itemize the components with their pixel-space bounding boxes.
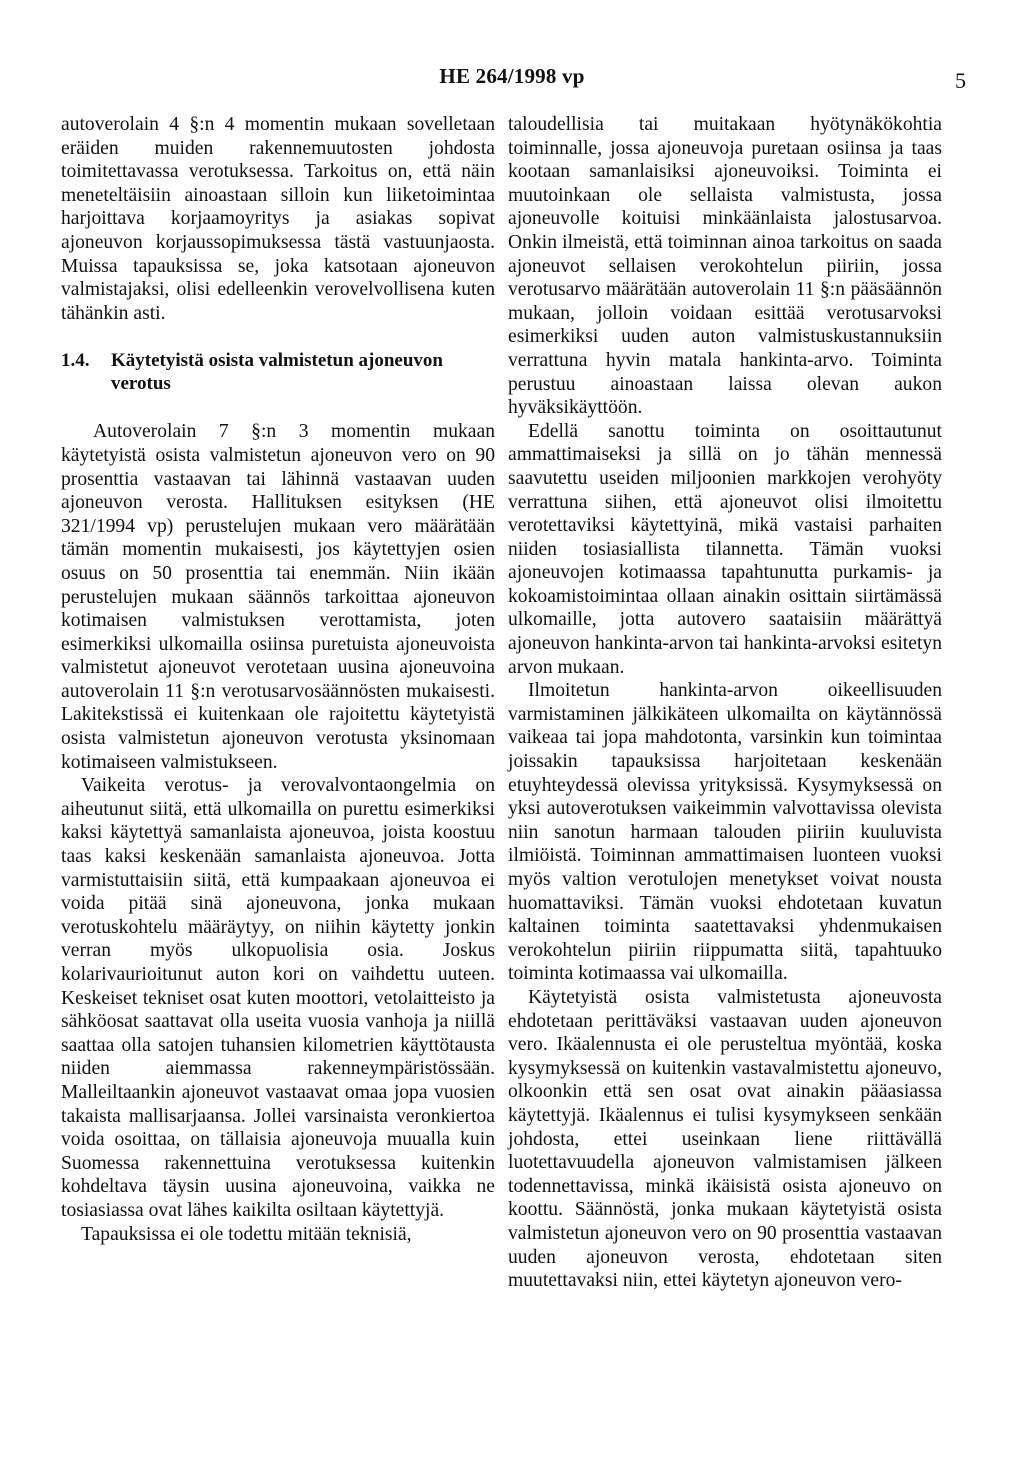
paragraph: Autoverolain 7 §:n 3 momentin mukaan käytetyistä osista valmistetun ajoneuvon vero on 90 prosenttia vastaavan tai lähinnä vastaavan uuden ajoneuvon verosta. Hallituksen esityksen (HE 321/1994 vp) perustelujen mukaan vero määrätään tämän momentin mukaisesti, jos käytettyjen osien osuus on 50 prosenttia tai enemmän. Niin ikään perustelujen mukaan säännös tarkoittaa ajoneuvon kotimaisen valmistuksen verottamista, joten esimerkiksi ulkomailla osiinsa puretuista ajoneuvoista valmistetut ajoneuvot verotetaan uusina ajoneuvoina autoverolain 11 §:n verotusarvosäännösten mukaisesti. Lakitekstissä ei kuitenkaan ole rajoitettu käytetyistä osista valmistetun ajoneuvon verotusta yksinomaan kotimaiseen valmistukseen. bbox=[61, 421, 495, 773]
paragraph: Tapauksissa ei ole todettu mitään teknisiä, bbox=[81, 1223, 412, 1245]
right-column bbox=[508, 113, 942, 1293]
left-column bbox=[61, 113, 495, 1246]
section-heading bbox=[61, 349, 495, 395]
document-identifier: HE 264/1998 vp bbox=[439, 64, 585, 88]
page-number: 5 bbox=[955, 68, 966, 93]
section-number: 1.4. bbox=[61, 350, 90, 372]
paragraph: Edellä sanottu toiminta on osoittautunut ammattimaiseksi ja sillä on jo tähän mennessä saavutettu useiden miljoonien markkojen verohyöty verrattuna siihen, että ajoneuvot olisi ilmoitettu verotettaviksi käytettyinä, mikä vastaisi parhaiten niiden tosiasiallista tilannetta. Tämän vuoksi ajoneuvojen kotimaassa tapahtunutta purkamis- ja kokoamistoimintaa ollaan ainakin osittain siirtämässä ulkomaille, jotta autovero saataisiin määrättyä ajoneuvon hankinta-arvon tai hankinta-arvoksi esitetyn arvon mukaan. bbox=[508, 420, 942, 678]
paragraph: autoverolain 4 §:n 4 momentin mukaan sovelletaan eräiden muiden rakennemuutosten johdosta toimitettavassa verotuksessa. Tarkoitus on, että näin meneteltäisiin ainoastaan silloin kun liiketoimintaa harjoittava korjaamoyritys ja asiakas sopivat ajoneuvon korjaussopimuksessa tästä vastuunjaosta. Muissa tapauksissa se, joka katsotaan ajoneuvon valmistajaksi, olisi edelleenkin verovelvollisena kuten tähänkin asti. bbox=[61, 114, 495, 324]
section-title: Käytetyistä osista valmistetun ajoneuvon verotus bbox=[111, 350, 443, 395]
paragraph: Käytetyistä osista valmistetusta ajoneuvosta ehdotetaan perittäväksi vastaavan uuden ajoneuvon vero. Ikäalennusta ei ole perusteltua myöntää, koska kysymyksessä on kuitenkin vastavalmistettu ajoneuvo, olkoonkin että sen osat ovat ainakin pääasiassa käytettyjä. Ikäalennus ei tulisi kysymykseen senkään johdosta, ettei useinkaan liene riittävällä luotettavuudella ajoneuvon valmistamisen jälkeen todennettavissa, minkä ikäisistä osista ajoneuvo on koottu. Säännöstä, jonka mukaan käytetyistä osista valmistetun ajoneuvon vero on 90 prosenttia vastaavan uuden ajoneuvon verosta, ehdotetaan siten muutettavaksi niin, ettei käytetyn ajoneuvon vero- bbox=[508, 986, 942, 1292]
paragraph: taloudellisia tai muitakaan hyötynäkökohtia toiminnalle, jossa ajoneuvoja puretaan osiinsa ja taas kootaan samanlaisiksi ajoneuvoiksi. Toiminta ei muutoinkaan ole sellaista valmistusta, jossa ajoneuvolle koituisi minkäänlaista jalostusarvoa. Onkin ilmeistä, että toiminnan ainoa tarkoitus on saada ajoneuvot sellaisen verokohtelun piiriin, jossa verotusarvo määrätään autoverolain 11 §:n pääsäännön mukaan, jolloin voidaan esittää verotusarvoksi esimerkiksi uuden auton valmistuskustannuksiin verrattuna hyvin matala hankinta-arvo. Toiminta perustuu ainoastaan laissa olevan aukon hyväksikäyttöön. bbox=[508, 114, 942, 419]
paragraph: Ilmoitetun hankinta-arvon oikeellisuuden varmistaminen jälkikäteen ulkomailta on käytännössä vaikeaa tai jopa mahdotonta, varsinkin kun toimintaa joissakin tapauksissa harjoitetaan keskenään etuyhteydessä olevissa yrityksissä. Kysymyksessä on yksi autoverotuksen vaikeimmin valvottavissa olevista niin sanotun harmaan talouden piiriin kuuluvista ilmiöistä. Toiminnan ammattimaisen luonteen vuoksi myös valtion verotulojen menetykset voivat nousta huomattaviksi. Tämän vuoksi ehdotetaan kuvatun kaltainen toiminta saatettavaksi yhdenmukaisen verokohtelun piiriin riippumatta siitä, tapahtuuko toiminta kotimaassa vai ulkomailla. bbox=[508, 680, 942, 985]
running-header bbox=[0, 64, 1024, 94]
paragraph: Vaikeita verotus- ja verovalvontaongelmia on aiheutunut siitä, että ulkomailla on purettu esimerkiksi kaksi käytettyä samanlaista ajoneuvoa, joista koostuu taas kaksi keskenään samanlaista ajoneuvoa. Jotta varmistuttaisiin siitä, että kumpaakaan ajoneuvoa ei voida pitää sinä ajoneuvona, jonka mukaan verotuskohtelu määräytyy, on niihin käytetty jonkin verran myös ulkopuolisia osia. Joskus kolarivaurioitunut auton kori on vaihdettu uuteen. Keskeiset tekniset osat kuten moottori, vetolaitteisto ja sähköosat saattavat olla useita vuosia vanhoja ja niillä saattaa olla satojen tuhansien kilometrien käyttötausta niiden aiemmassa rakenneympäristössään. Malleiltaankin ajoneuvot vastaavat omaa jopa vuosien takaista mallisarjaansa. Jollei varsinaista veronkiertoa voida osoittaa, on tällaisia ajoneuvoja muualla kuin Suomessa rakennettuina verotuksessa kuitenkin kohdeltava täysin uusina ajoneuvoina, vaikka ne tosiasiassa ovat lähes kaikilta osiltaan käytettyjä. bbox=[61, 775, 495, 1221]
